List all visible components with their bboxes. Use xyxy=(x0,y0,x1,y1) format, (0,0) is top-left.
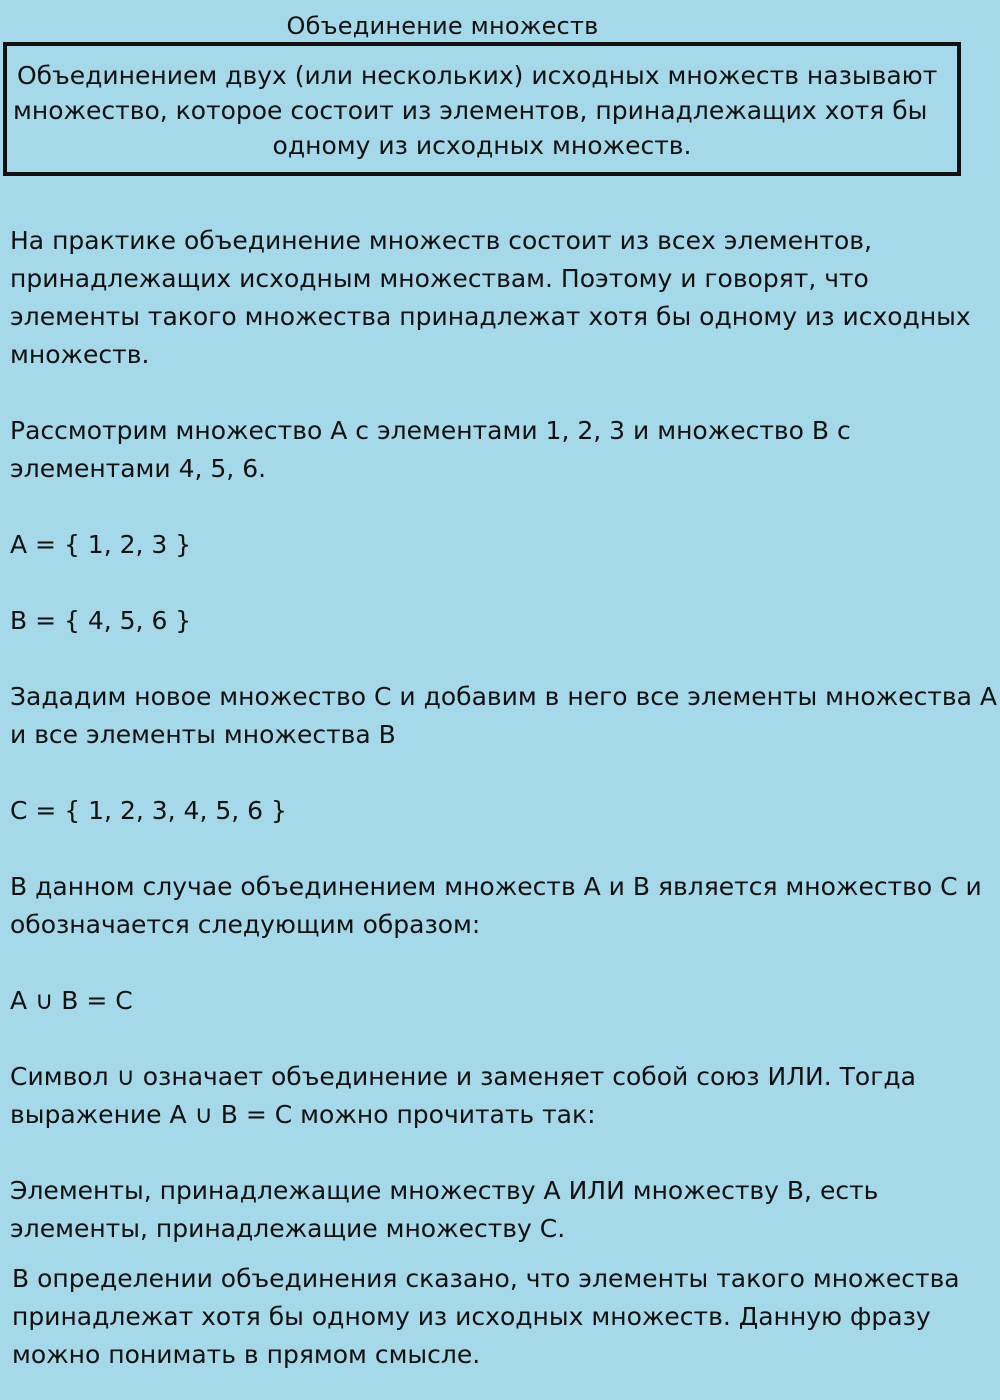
definition-line-1: Объединением двух (или нескольких) исходных множеств называют xyxy=(17,61,938,90)
paragraph-4-line-2: обозначается следующим образом: xyxy=(10,910,481,939)
paragraph-1-line-2: принадлежащих исходным множествам. Поэтому и говорят, что xyxy=(10,264,869,293)
definition-line-2: множество, которое состоит из элементов, принадлежащих хотя бы xyxy=(13,96,928,125)
set-b-definition: B = { 4, 5, 6 } xyxy=(10,606,192,635)
paragraph-7-line-3: можно понимать в прямом смысле. xyxy=(12,1340,481,1369)
page-title: Объединение множеств xyxy=(286,12,599,40)
definition-box xyxy=(3,42,961,176)
paragraph-2-line-2: элементами 4, 5, 6. xyxy=(10,454,267,483)
paragraph-7-line-1: В определении объединения сказано, что элементы такого множества xyxy=(12,1264,960,1293)
paragraph-6-line-2: элементы, принадлежащие множеству C. xyxy=(10,1214,566,1243)
paragraph-2-line-1: Рассмотрим множество A с элементами 1, 2, 3 и множество B с xyxy=(10,416,851,445)
paragraph-1-line-3: элементы такого множества принадлежат хотя бы одному из исходных xyxy=(10,302,971,331)
paragraph-3-line-1: Зададим новое множество C и добавим в него все элементы множества A xyxy=(10,682,997,711)
paragraph-3-line-2: и все элементы множества B xyxy=(10,720,396,749)
set-a-definition: A = { 1, 2, 3 } xyxy=(10,530,192,559)
definition-line-3: одному из исходных множеств. xyxy=(272,131,692,160)
paragraph-7-line-2: принадлежат хотя бы одному из исходных множеств. Данную фразу xyxy=(12,1302,931,1331)
set-c-definition: C = { 1, 2, 3, 4, 5, 6 } xyxy=(10,796,287,825)
union-formula: A ∪ B = C xyxy=(10,986,133,1015)
paragraph-4-line-1: В данном случае объединением множеств A и B является множество C и xyxy=(10,872,982,901)
paragraph-5-line-1: Символ ∪ означает объединение и заменяет собой союз ИЛИ. Тогда xyxy=(10,1062,916,1091)
paragraph-6-line-1: Элементы, принадлежащие множеству A ИЛИ множеству B, есть xyxy=(10,1176,879,1205)
paragraph-5-line-2: выражение A ∪ B = C можно прочитать так: xyxy=(10,1100,596,1129)
paragraph-1-line-4: множеств. xyxy=(10,340,150,369)
paragraph-1-line-1: На практике объединение множеств состоит из всех элементов, xyxy=(10,226,872,255)
